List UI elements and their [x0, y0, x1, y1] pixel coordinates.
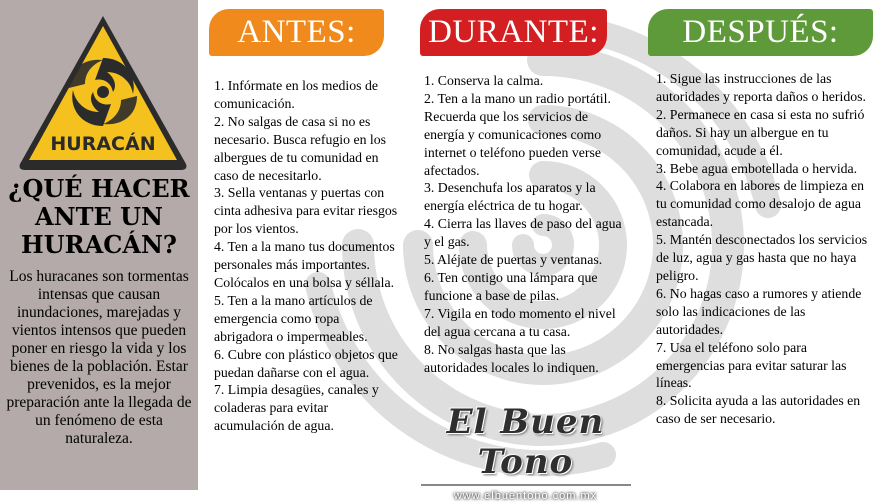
list-item: 2. No salgas de casa si no es necesario. Busca refugio en los albergues de tu comunidad en caso de necesitarlo. [214, 113, 387, 183]
list-item: 2. Ten a la mano un radio portátil. Recuerda que los servicios de energía y comunicaciones como internet o teléfono pueden verse afectados. [424, 90, 611, 178]
list-item: 7. Vigila en todo momento el nivel del agua cercana a tu casa. [424, 305, 616, 339]
logo-name: El Buen Tono [446, 402, 605, 482]
logo-url: www.elbuentono.com.mx [453, 490, 598, 502]
heading-despues: DESPUÉS: [648, 9, 873, 56]
list-item: 3. Bebe agua embotellada o hervida. [656, 160, 858, 176]
sidebar [0, 0, 198, 490]
list-item: 8. Solicita ayuda a las autoridades en caso de ser necesario. [656, 393, 861, 427]
list-item: 5. Ten a la mano artículos de emergencia como ropa abrigadora o impermeables. [214, 292, 373, 344]
list-item: 6. Ten contigo una lámpara que funcione a base de pilas. [424, 269, 598, 303]
newspaper-logo [408, 402, 643, 502]
list-item: 7. Usa el teléfono solo para emergencias para evitar saturar las líneas. [656, 339, 847, 391]
list-item: 6. No hagas caso a rumores y atiende solo las indicaciones de las autoridades. [656, 285, 862, 337]
list-item: 5. Aléjate de puertas y ventanas. [424, 252, 603, 268]
antes-list [214, 77, 398, 435]
list-item: 2. Permanece en casa si esta no sufrió daños. Si hay un albergue en tu comunidad, acude a él. [656, 106, 865, 158]
list-item: 1. Infórmate en los medios de comunicación. [214, 78, 378, 111]
hurricane-warning-sign-icon [14, 10, 192, 175]
list-item: 4. Ten a la mano tus documentos personales más importantes. Colócalos en una bolsa y séllala. [214, 239, 395, 290]
list-item: 3. Desenchufa los aparatos y la energía eléctrica de tu hogar. [424, 180, 596, 214]
intro-text: Los huracanes son tormentas intensas que causan inundaciones, marejadas y vientos intensos que pueden poner en riesgo la vida y los bienes de la población. Estar prevenidos, es la mejor preparación ante la llegada de un fenómeno de esta naturaleza. [6, 268, 192, 447]
list-item: 4. Colabora en labores de limpieza en tu comunidad como desalojo de agua estancada. [656, 178, 865, 230]
despues-list [656, 70, 872, 428]
list-item: 4. Cierra las llaves de paso del agua y el gas. [424, 216, 622, 250]
list-item: 1. Sigue las instrucciones de las autoridades y reporta daños o heridos. [656, 71, 866, 104]
list-item: 7. Limpia desagües, canales y coladeras para evitar acumulación de agua. [214, 382, 379, 434]
list-item: 6. Cubre con plástico objetos que puedan dañarse con el agua. [214, 346, 398, 380]
durante-list [424, 72, 624, 376]
list-item: 1. Conserva la calma. [424, 73, 544, 88]
list-item: 8. No salgas hasta que las autoridades locales lo indiquen. [424, 341, 599, 375]
heading-antes: ANTES: [209, 9, 384, 56]
list-item: 3. Sella ventanas y puertas con cinta adhesiva para evitar riesgos por los vientos. [214, 185, 398, 237]
sign-label: HURACÁN [50, 133, 156, 155]
list-item: 5. Mantén desconectados los servicios de luz, agua y gas hasta que no haya peligro. [656, 232, 868, 283]
logo-divider [421, 484, 631, 486]
heading-durante: DURANTE: [420, 9, 607, 56]
page-title: ¿QUÉ HACER ANTE UN HURACÁN? [8, 174, 190, 259]
main-panel [198, 0, 880, 502]
